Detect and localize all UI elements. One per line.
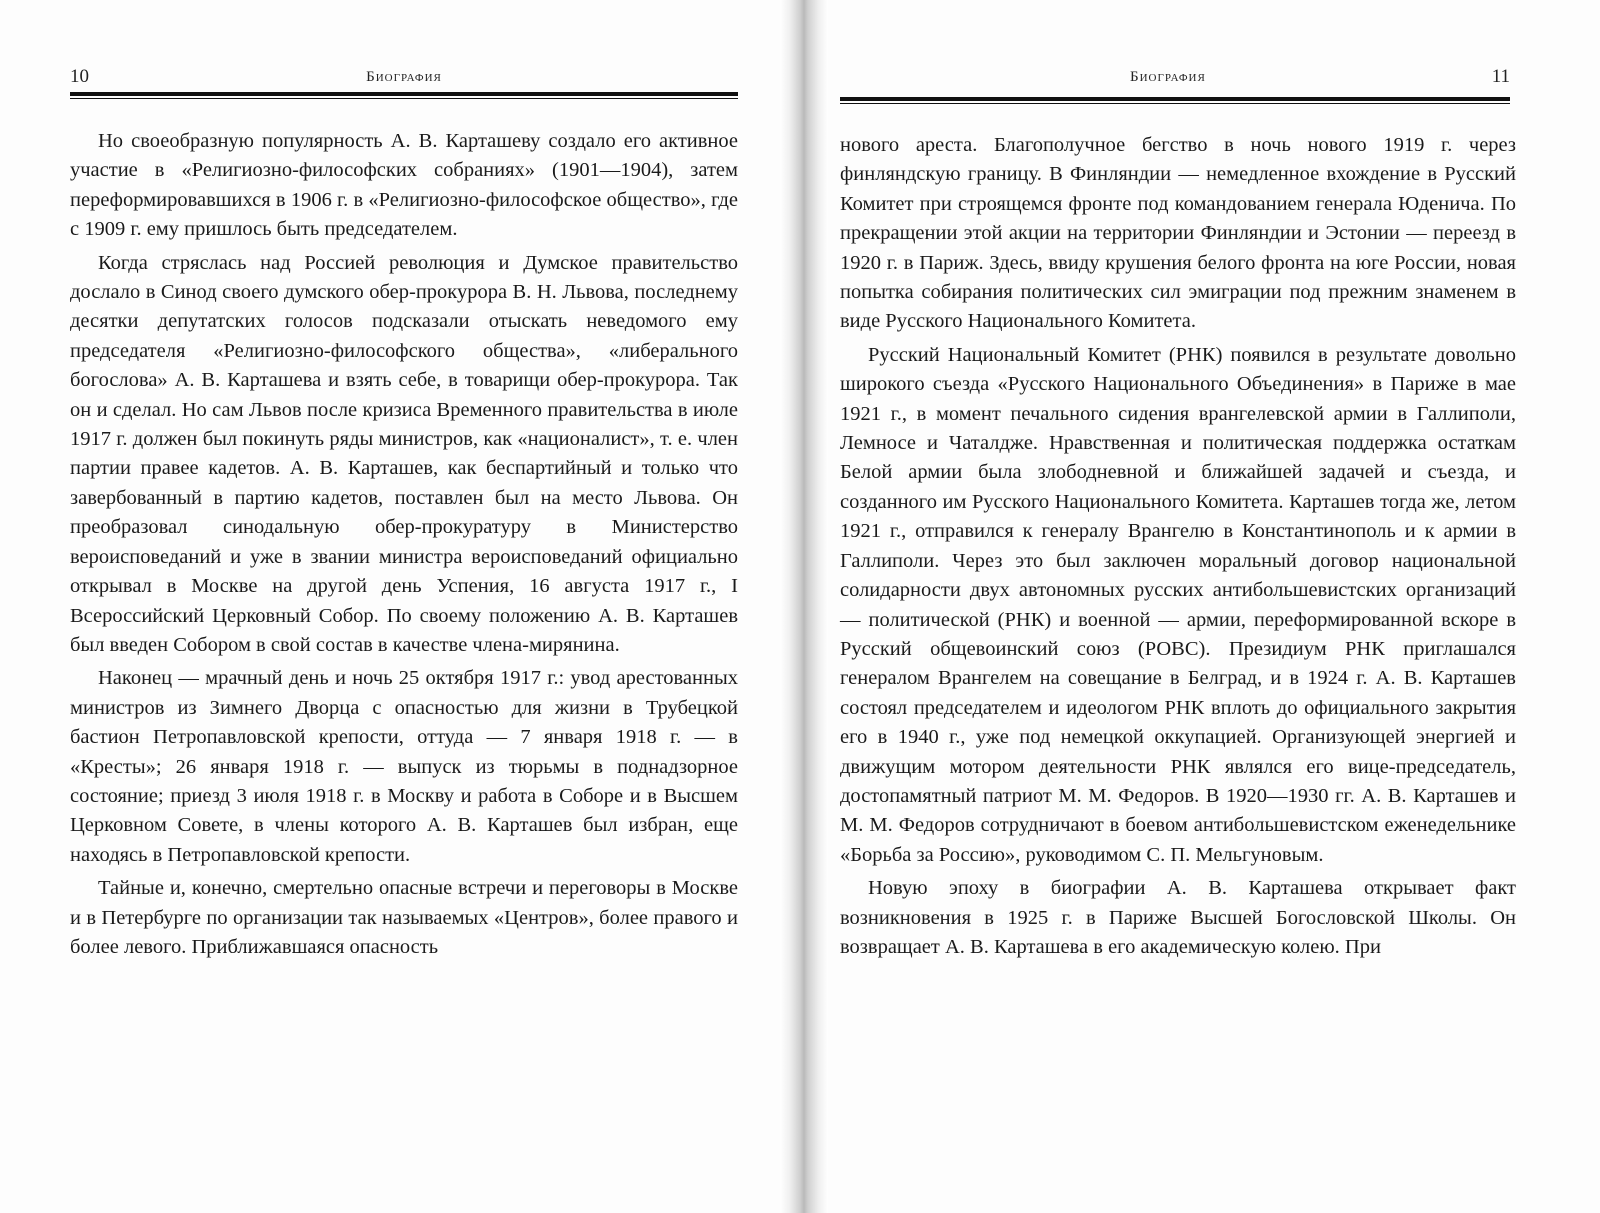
right-paragraph-2: Русский Национальный Комитет (РНК) появился в результате довольно широкого съезда «Русского Национального Объединения» в Париже в мае 1921 г., в момент печального сидения врангелевской армии в Галлиполи, Лемносе и Чаталдже. Нравственная и политическая поддержка остаткам Белой армии была злободневной и ближайшей задачей и съезда, и созданного им Русского Национального Комитета. Карташев тогда же, летом 1921 г., отправился к генералу Врангелю в Константинополь и к армии в Галлиполи. Через это был заключен моральный договор национальной солидарности двух автономных русских антибольшевистских организаций — политической (РНК) и военной — армии, переформированной вскоре в Русский общевоинский союз (РОВС). Президиум РНК приглашался генералом Врангелем на совещание в Белград, и в 1924 г. А. В. Карташев состоял председателем и идеологом РНК вплоть до официального закрытия его в 1940 г., уже под немецкой оккупацией. Организующей энергией и движущим мотором деятельности РНК являлся его вице-председатель, достопамятный патриот М. М. Федоров. В 1920—1930 гг. А. В. Карташев и М. М. Федоров сотрудничают в боевом антибольшевистском еженедельнике «Борьба за Россию», руководимом С. П. Мельгуновым. [840, 343, 1516, 866]
left-paragraph-2: Когда стряслась над Россией революция и Думское правительство дослало в Синод своего думского обер-прокурора В. Н. Львова, последнему десятки депутатских голосов подсказали отыскать неведомого ему председателя «Религиозно-философского общества», «либерального богослова» А. В. Карташева и взять себе, в товарищи обер-прокурора. Так он и сделал. Но сам Львов после кризиса Временного правительства в июле 1917 г. должен был покинуть ряды министров, как «националист», т. е. член партии правее кадетов. А. В. Карташев, как беспартийный и только что завербованный в партию кадетов, поставлен был на место Львова. Он преобразовал синодальную обер-прокуратуру в Министерство вероисповеданий и уже в звании министра вероисповеданий официально открывал в Москве на другой день Успения, 16 августа 1917 г., I Всероссийский Церковный Собор. По своему положению А. В. Карташев был введен Собором в свой состав в качестве члена-мирянина. [70, 251, 738, 656]
right-running-head [840, 66, 1510, 94]
right-text-block [840, 131, 1516, 962]
left-section-title: Биография [366, 69, 442, 85]
left-page [0, 0, 790, 1213]
right-page [818, 0, 1600, 1213]
book-gutter [780, 0, 828, 1213]
right-page-number: 11 [1491, 66, 1510, 87]
left-text-block [70, 127, 738, 962]
right-header-rule-thin [840, 103, 1510, 104]
left-page-number: 10 [70, 66, 89, 87]
right-paragraph-1: нового ареста. Благополучное бегство в ночь нового 1919 г. через финляндскую границу. В Финляндии — немедленное вхождение в Русский Комитет при строящемся фронте под командованием генерала Юденича. По прекращении этой акции на территории Финляндии и Эстонии — переезд в 1920 г. в Париж. Здесь, ввиду крушения белого фронта на юге России, новая попытка собирания политических сил эмиграции под прежним знаменем в виде Русского Национального Комитета. [840, 134, 1516, 333]
left-paragraph-3: Наконец — мрачный день и ночь 25 октября 1917 г.: увод арестованных министров из Зимнего Дворца с опасностью для жизни в Трубецкой бастион Петропавловской крепости, оттуда — 7 января 1918 г. — в «Кресты»; 26 января 1918 г. — выпуск из тюрьмы в поднадзорное состояние; приезд 3 июля 1918 г. в Москву и работа в Соборе и в Высшем Церковном Совете, в члены которого А. В. Карташев был избран, еще находясь в Петропавловской крепости. [70, 667, 738, 866]
left-paragraph-4: Тайные и, конечно, смертельно опасные встречи и переговоры в Москве и в Петербурге по организации так называемых «Центров», более правого и более левого. Приближавшаяся опасность [70, 877, 738, 958]
left-header-rule-thin [70, 98, 738, 99]
left-header-rule-thick [70, 92, 738, 96]
right-section-title: Биография [1130, 69, 1206, 85]
right-header-rule-thick [840, 97, 1510, 101]
left-paragraph-1: Но своеобразную популярность А. В. Карташеву создало его активное участие в «Религиозно-философских собраниях» (1901—1904), затем переформировавшихся в 1906 г. в «Религиозно-философское общество», где с 1909 г. ему пришлось быть председателем. [70, 130, 738, 241]
left-running-head [70, 66, 738, 94]
right-paragraph-3: Новую эпоху в биографии А. В. Карташева открывает факт возникновения в 1925 г. в Париже Высшей Богословской Школы. Он возвращает А. В. Карташева в его академическую колею. При [840, 877, 1516, 958]
